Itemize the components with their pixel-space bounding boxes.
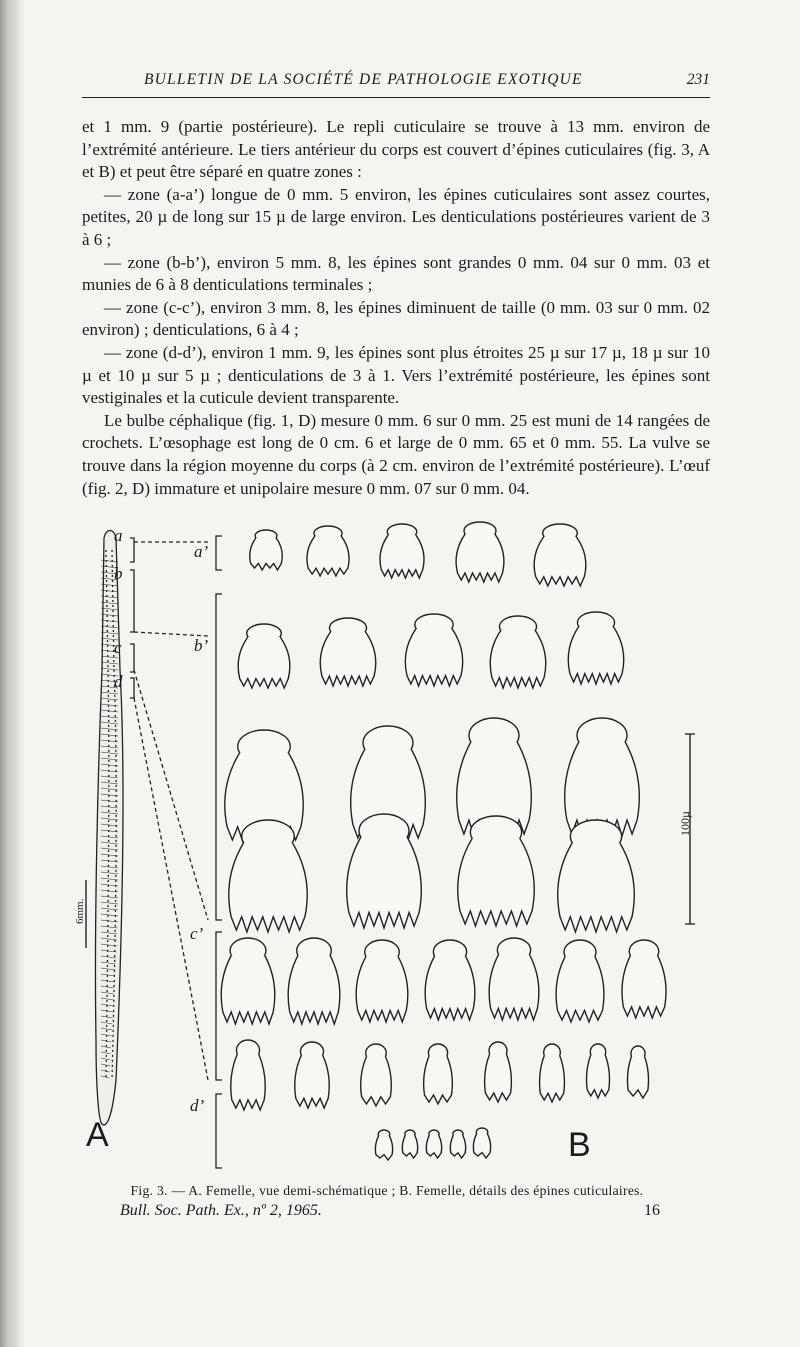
spine — [490, 616, 545, 688]
spine-body — [587, 1055, 610, 1098]
zone-bracket-b — [216, 932, 222, 1080]
guide-line — [134, 698, 208, 1080]
spine — [627, 1046, 648, 1098]
spine-body — [456, 534, 504, 582]
zone-label-b-prime: b’ — [194, 636, 209, 655]
zone-bracket-a — [130, 570, 134, 632]
spine — [622, 940, 666, 1018]
header-rule — [82, 97, 710, 98]
spine-body — [307, 536, 349, 576]
zone-label-b: b — [114, 564, 123, 583]
spine — [456, 522, 504, 582]
spine — [221, 938, 275, 1024]
spine-body — [458, 839, 534, 926]
spine-body — [556, 957, 604, 1022]
spine-body — [375, 1136, 392, 1160]
spine-body — [221, 956, 275, 1024]
spine — [485, 1042, 512, 1102]
zone-bracket-b — [216, 536, 222, 570]
cuticular-spines — [221, 522, 666, 1160]
spine — [489, 938, 539, 1020]
figure-3 — [74, 520, 710, 1172]
spine-body — [540, 1056, 565, 1102]
spine — [565, 718, 640, 836]
spine-body — [490, 631, 545, 688]
zone-bracket-a — [130, 538, 134, 562]
page-number: 231 — [686, 71, 710, 88]
spine — [356, 940, 408, 1022]
spine-body — [627, 1057, 648, 1099]
spine-body — [288, 956, 340, 1024]
spine-body — [229, 843, 307, 932]
spine — [450, 1130, 465, 1158]
zone-bracket-a — [130, 678, 134, 698]
book-binding-shadow — [0, 0, 20, 1347]
figure-caption: Fig. 3. — A. Femelle, vue demi-schématique ; B. Femelle, détails des épines cuticulaires. — [130, 1183, 644, 1198]
spine-body — [347, 838, 422, 928]
spine-body — [622, 956, 666, 1018]
spine-body — [250, 538, 282, 570]
spine — [425, 940, 475, 1020]
spine — [568, 612, 623, 684]
spine-body — [425, 956, 475, 1020]
zone-label-c-prime: c’ — [190, 924, 204, 943]
spine — [426, 1130, 441, 1158]
spine — [307, 526, 349, 576]
zone-label-a: a — [114, 526, 123, 545]
spine-body — [473, 1134, 490, 1158]
paragraph: Le bulbe céphalique (fig. 1, D) mesure 0 mm. 6 sur 0 mm. 25 est muni de 14 rangées de crochets. L’œsophage est long de 0 cm. 6 et large de 0 mm. 65 et 0 mm. 55. La vulve se trouve dans la région moyenne du corps (à 2 cm. environ de l’extrémité postérieure). L’œuf (fig. 2, D) immature et unipolaire mesure 0 mm. 07 sur 0 mm. 04. — [82, 410, 710, 498]
spine — [556, 940, 604, 1022]
paragraph: et 1 mm. 9 (partie postérieure). Le repli cuticulaire se trouve à 13 mm. environ de l’extrémité antérieure. Le tiers antérieur du corps est couvert d’épines cuticulaires (fig. 3, A et B) et peut être séparé en quatre zones : — [82, 117, 710, 182]
spine-body — [231, 1054, 265, 1110]
scale-bar-b-label: 100µ — [678, 811, 692, 836]
spine-body — [402, 1135, 417, 1158]
spine — [320, 618, 375, 686]
zone-label-d-prime: d’ — [190, 1096, 205, 1115]
spine-body — [485, 1054, 512, 1102]
spine-body — [424, 1056, 453, 1104]
spine — [375, 1130, 392, 1160]
paragraph: — zone (d-d’), environ 1 mm. 9, les épines sont plus étroites 25 µ sur 17 µ, 18 µ sur 10 µ et 10 µ sur 5 µ ; denticulations de 3 à 1. Vers l’extrémité postérieure, les épines sont vestiginales et la cuticule devient transparente. — [82, 342, 710, 408]
spine — [380, 524, 424, 578]
journal-title: BULLETIN DE LA SOCIÉTÉ DE PATHOLOGIE EXOTIQUE — [144, 71, 583, 88]
spine-body — [426, 1135, 441, 1158]
spine-body — [295, 1055, 329, 1108]
zone-label-c: c — [114, 638, 122, 657]
spine — [250, 530, 282, 570]
spine — [402, 1130, 417, 1158]
paragraph: — zone (b-b’), environ 5 mm. 8, les épines sont grandes 0 mm. 04 sur 0 mm. 03 et munies de 6 à 8 denticulations terminales ; — [82, 252, 710, 295]
spine-body — [320, 632, 375, 686]
running-header — [82, 71, 710, 95]
spine-body — [405, 629, 462, 686]
spine-body — [356, 957, 408, 1022]
spine — [558, 820, 634, 932]
article-body — [82, 116, 710, 500]
spine — [587, 1044, 610, 1098]
paragraph: — zone (c-c’), environ 3 mm. 8, les épines diminuent de taille (0 mm. 03 sur 0 mm. 02 environ) ; denticulations, 6 à 4 ; — [82, 297, 710, 340]
paragraph: — zone (a-a’) longue de 0 mm. 5 environ, les épines cuticulaires sont assez courtes, petites, 20 µ de long sur 15 µ de large environ. Les denticulations postérieures varient de 3 à 6 ; — [82, 184, 710, 249]
spine-body — [534, 537, 586, 586]
scale-bar-a-label: 6mm. — [74, 898, 86, 924]
zone-label-a-prime: a’ — [194, 542, 209, 561]
zone-bracket-a — [130, 644, 134, 672]
zone-bracket-b — [216, 594, 222, 920]
spine — [405, 614, 462, 686]
spine — [288, 938, 340, 1024]
spine-body — [238, 637, 290, 688]
page-footer — [120, 1202, 660, 1224]
spine-body — [361, 1057, 392, 1106]
spine-body — [568, 627, 623, 684]
spine — [473, 1128, 490, 1158]
spine-body — [558, 843, 634, 932]
panel-label-a: A — [86, 1116, 109, 1154]
sheet-number: 16 — [644, 1202, 660, 1219]
guide-line — [134, 670, 208, 920]
spine — [534, 524, 586, 586]
spine — [458, 816, 534, 926]
spine — [540, 1044, 565, 1102]
spine — [238, 624, 290, 688]
spine-body — [489, 955, 539, 1020]
spine-body — [380, 535, 424, 578]
panel-label-b: B — [568, 1126, 591, 1164]
spine — [361, 1044, 392, 1106]
spine — [295, 1042, 329, 1108]
spine — [424, 1044, 453, 1104]
spine — [231, 1040, 265, 1110]
citation: Bull. Soc. Path. Ex., nº 2, 1965. — [120, 1202, 322, 1219]
spine-body — [450, 1135, 465, 1158]
figure-drawing — [82, 520, 710, 1172]
zone-label-d: d — [114, 672, 123, 691]
zone-bracket-b — [216, 1094, 222, 1168]
